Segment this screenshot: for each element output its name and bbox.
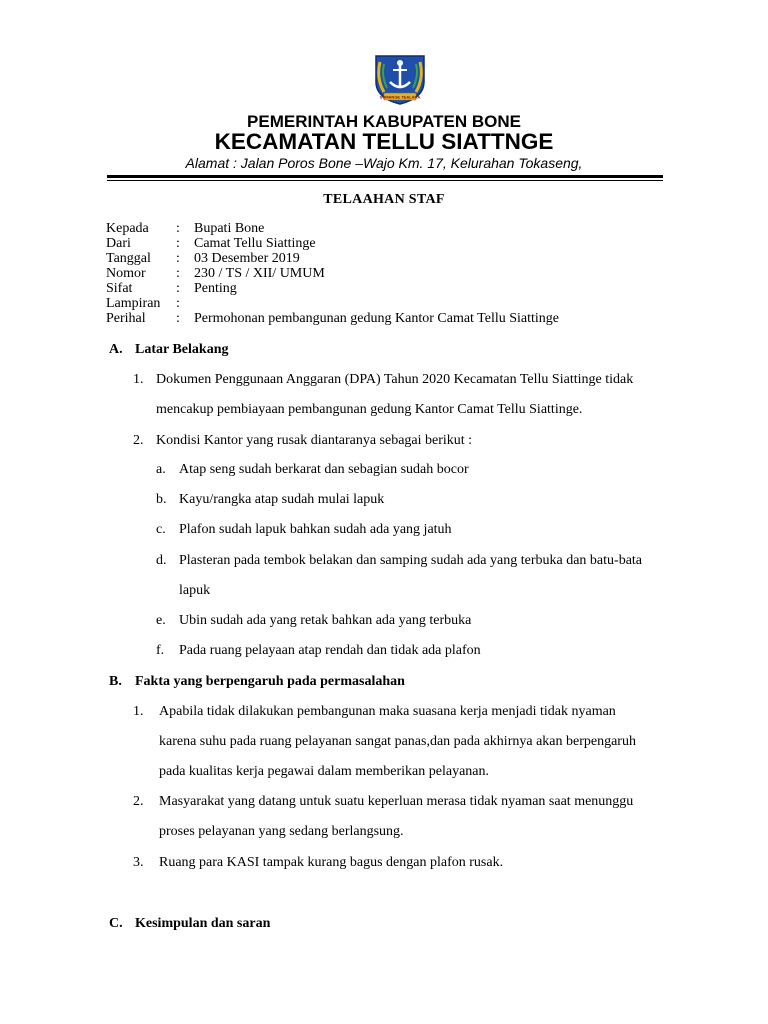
meta-row-sifat: [106, 281, 559, 296]
meta-value: 03 Desember 2019: [194, 251, 300, 266]
section-title: Fakta yang berpengaruh pada permasalahan: [135, 674, 405, 689]
meta-value: Camat Tellu Siattinge: [194, 236, 316, 251]
meta-row-nomor: [106, 266, 559, 281]
section-title: Latar Belakang: [135, 342, 229, 357]
sub-list-item: [156, 522, 452, 538]
memo-header-block: [106, 221, 559, 326]
section-letter: A.: [109, 342, 123, 357]
item-continuation: karena suhu pada ruang pelayanan sangat panas,dan pada akhirnya akan berpengaruh: [159, 734, 636, 749]
sub-letter: d.: [156, 553, 167, 568]
meta-key: Dari: [106, 236, 131, 251]
meta-colon: :: [176, 311, 180, 326]
sub-list-item: [156, 492, 384, 508]
letterhead-address: Alamat : Jalan Poros Bone –Wajo Km. 17, Kelurahan Tokaseng,: [185, 155, 583, 171]
sub-letter: a.: [156, 462, 166, 477]
item-continuation: mencakup pembiayaan pembangunan gedung Kantor Camat Tellu Siattinge.: [156, 402, 583, 417]
meta-colon: :: [176, 281, 180, 296]
list-item: [133, 433, 472, 449]
list-item: [133, 855, 503, 871]
sub-letter: e.: [156, 613, 166, 628]
item-number: 2.: [133, 794, 144, 809]
section-letter: B.: [109, 674, 122, 689]
section-letter: C.: [109, 916, 123, 931]
item-text: Ubin sudah ada yang retak bahkan ada yang terbuka: [179, 613, 472, 628]
sub-letter: f.: [156, 643, 165, 658]
section-b-heading: [109, 674, 405, 690]
meta-key: Nomor: [106, 266, 146, 281]
item-text: Atap seng sudah berkarat dan sebagian sudah bocor: [179, 462, 469, 477]
item-text: Pada ruang pelayaan atap rendah dan tidak ada plafon: [179, 643, 481, 658]
sub-list-item: [156, 462, 469, 478]
letterhead-rule-thick: [107, 175, 663, 178]
item-text: Dokumen Penggunaan Anggaran (DPA) Tahun 2020 Kecamatan Tellu Siattinge tidak: [156, 372, 634, 387]
item-text: Plafon sudah lapuk bahkan sudah ada yang jatuh: [179, 522, 452, 537]
sub-list-item: [156, 643, 481, 659]
letterhead-district: KECAMATAN TELLU SIATTNGE: [214, 129, 554, 154]
meta-key: Lampiran: [106, 296, 161, 311]
sub-list-item: [156, 613, 471, 629]
meta-value: Permohonan pembangunan gedung Kantor Camat Tellu Siattinge: [194, 311, 560, 326]
meta-value: Penting: [194, 281, 237, 296]
section-c-heading: [109, 916, 270, 932]
meta-value: 230 / TS / XII/ UMUM: [194, 266, 325, 281]
item-text: Kondisi Kantor yang rusak diantaranya sebagai berikut :: [156, 433, 473, 448]
letterhead-government: PEMERINTAH KABUPATEN BONE: [247, 112, 521, 131]
item-number: 1.: [133, 704, 144, 719]
letterhead-rule-thin: [107, 180, 663, 181]
meta-value: Bupati Bone: [194, 221, 265, 236]
item-number: 1.: [133, 372, 144, 387]
item-continuation: lapuk: [179, 583, 211, 598]
list-item: [133, 794, 633, 810]
item-continuation: pada kualitas kerja pegawai dalam memberikan pelayanan.: [159, 764, 490, 779]
meta-row-perihal: [106, 311, 559, 326]
section-title: Kesimpulan dan saran: [135, 916, 271, 931]
sub-list-item: [156, 553, 642, 569]
meta-row-kepada: [106, 221, 559, 236]
item-text: Kayu/rangka atap sudah mulai lapuk: [179, 492, 385, 507]
sub-letter: b.: [156, 492, 167, 507]
meta-colon: :: [176, 296, 180, 311]
item-number: 2.: [133, 433, 144, 448]
document-title: TELAAHAN STAF: [323, 192, 445, 207]
kabupaten-bone-emblem: [372, 52, 428, 106]
section-a-heading: [109, 342, 228, 358]
meta-key: Kepada: [106, 221, 149, 236]
sub-letter: c.: [156, 522, 166, 537]
item-number: 3.: [133, 855, 144, 870]
item-text: Plasteran pada tembok belakan dan samping sudah ada yang terbuka dan batu-bata: [179, 553, 643, 568]
meta-key: Tanggal: [106, 251, 151, 266]
list-item: [133, 704, 616, 720]
meta-row-tanggal: [106, 251, 559, 266]
list-item: [133, 372, 633, 388]
item-text: Masyarakat yang datang untuk suatu keperluan merasa tidak nyaman saat menunggu: [159, 794, 634, 809]
meta-key: Sifat: [106, 281, 133, 296]
emblem-text: SUMANGE TEALARA: [379, 94, 421, 100]
item-text: Ruang para KASI tampak kurang bagus dengan plafon rusak.: [159, 855, 504, 870]
meta-colon: :: [176, 236, 180, 251]
meta-colon: :: [176, 251, 180, 266]
item-continuation: proses pelayanan yang sedang berlangsung.: [159, 824, 404, 839]
meta-key: Perihal: [106, 311, 146, 326]
item-text: Apabila tidak dilakukan pembangunan maka suasana kerja menjadi tidak nyaman: [159, 704, 616, 719]
meta-colon: :: [176, 221, 180, 236]
meta-row-dari: [106, 236, 559, 251]
meta-colon: :: [176, 266, 180, 281]
meta-row-lampiran: [106, 296, 559, 311]
